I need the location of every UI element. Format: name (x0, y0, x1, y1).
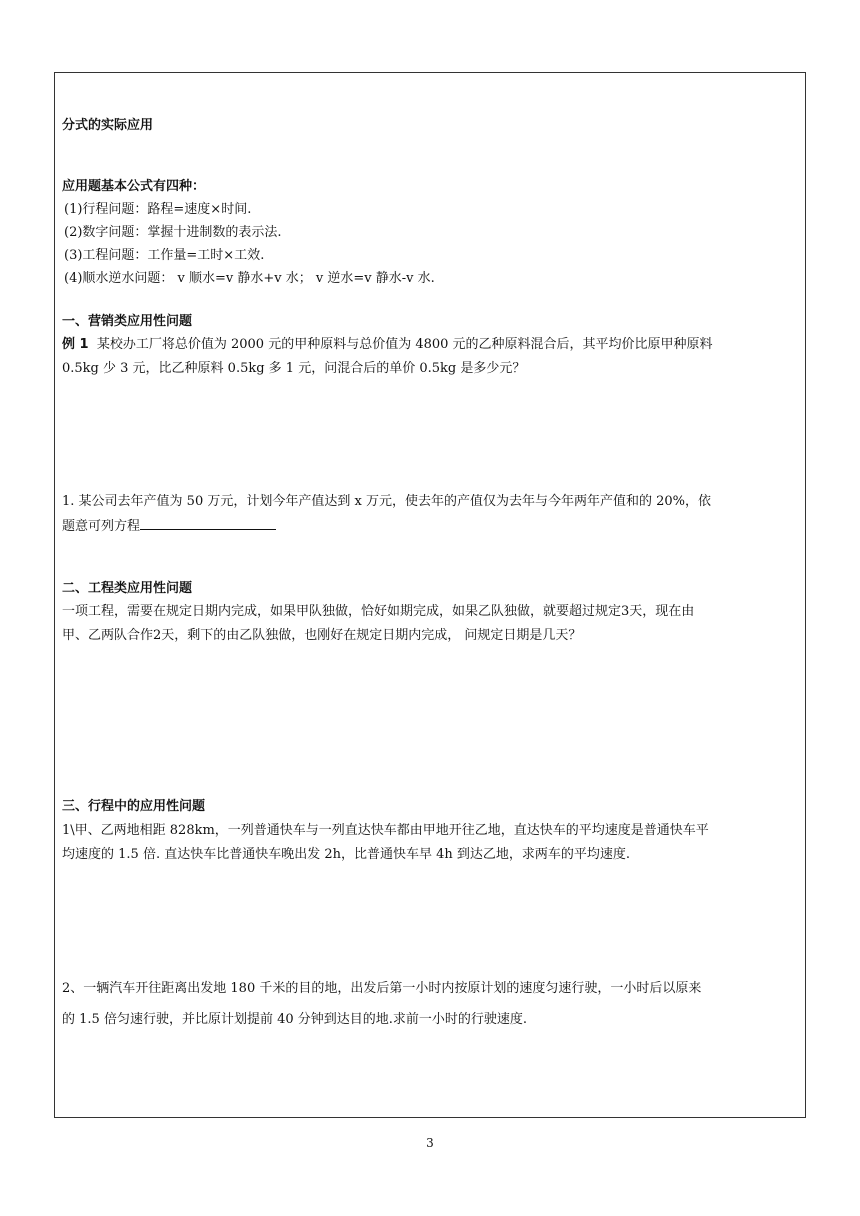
section-heading-marketing: 一、营销类应用性问题 (62, 314, 193, 329)
travel-problem-1-line-2: 均速度的 1.5 倍. 直达快车比普通快车晚出发 2h，比普通快车早 4h 到达乙地，求两车的平均速度. (62, 847, 631, 862)
formula-item: (4)顺水逆水问题： v 顺水=v 静水+v 水； v 逆水=v 静水-v 水. (64, 271, 435, 286)
question-1-line-2 (62, 514, 802, 539)
formula-item: (2)数字问题：掌握十进制数的表示法. (64, 225, 282, 240)
engineering-problem-line-2: 甲、乙两队合作2天，剩下的由乙队独做，也刚好在规定日期内完成， 问规定日期是几天？ (62, 628, 582, 643)
formula-item: (1)行程问题：路程=速度×时间. (64, 202, 252, 217)
page-title: 分式的实际应用 (62, 118, 154, 133)
example-label: 例 1 (62, 337, 89, 352)
travel-problem-1-line: 1\甲、乙两地相距 828km，一列普通快车与一列直达快车都由甲地开往乙地，直达快车的平均速度是普通快车平 (62, 823, 709, 838)
answer-blank[interactable] (140, 514, 276, 530)
example-1-line-2: 0.5kg 少 3 元，比乙种原料 0.5kg 多 1 元，问混合后的单价 0.5kg 是多少元？ (62, 361, 526, 376)
example-1-line (62, 333, 802, 357)
question-1-text: 题意可列方程 (62, 519, 141, 534)
page-number: 3 (426, 1136, 434, 1150)
section-heading-engineering: 二、工程类应用性问题 (62, 581, 193, 596)
travel-problem-2-line-2: 的 1.5 倍匀速行驶，并比原计划提前 40 分钟到达目的地.求前一小时的行驶速度. (62, 1012, 528, 1027)
example-1-text: 某校办工厂将总价值为 2000 元的甲种原料与总价值为 4800 元的乙种原料混合后，其平均价比原甲种原料 (96, 337, 713, 352)
section-heading-travel: 三、行程中的应用性问题 (62, 799, 206, 814)
question-1-line: 1. 某公司去年产值为 50 万元，计划今年产值达到 x 万元，使去年的产值仅为去年与今年两年产值和的 20%，依 (62, 494, 711, 509)
formula-heading: 应用题基本公式有四种： (62, 179, 206, 194)
engineering-problem-line: 一项工程，需要在规定日期内完成，如果甲队独做，恰好如期完成，如果乙队独做，就要超过规定3天，现在由 (62, 604, 695, 619)
travel-problem-2-line: 2、一辆汽车开往距离出发地 180 千米的目的地，出发后第一小时内按原计划的速度匀速行驶，一小时后以原来 (62, 981, 702, 996)
formula-item: (3)工程问题：工作量=工时×工效. (64, 248, 265, 263)
